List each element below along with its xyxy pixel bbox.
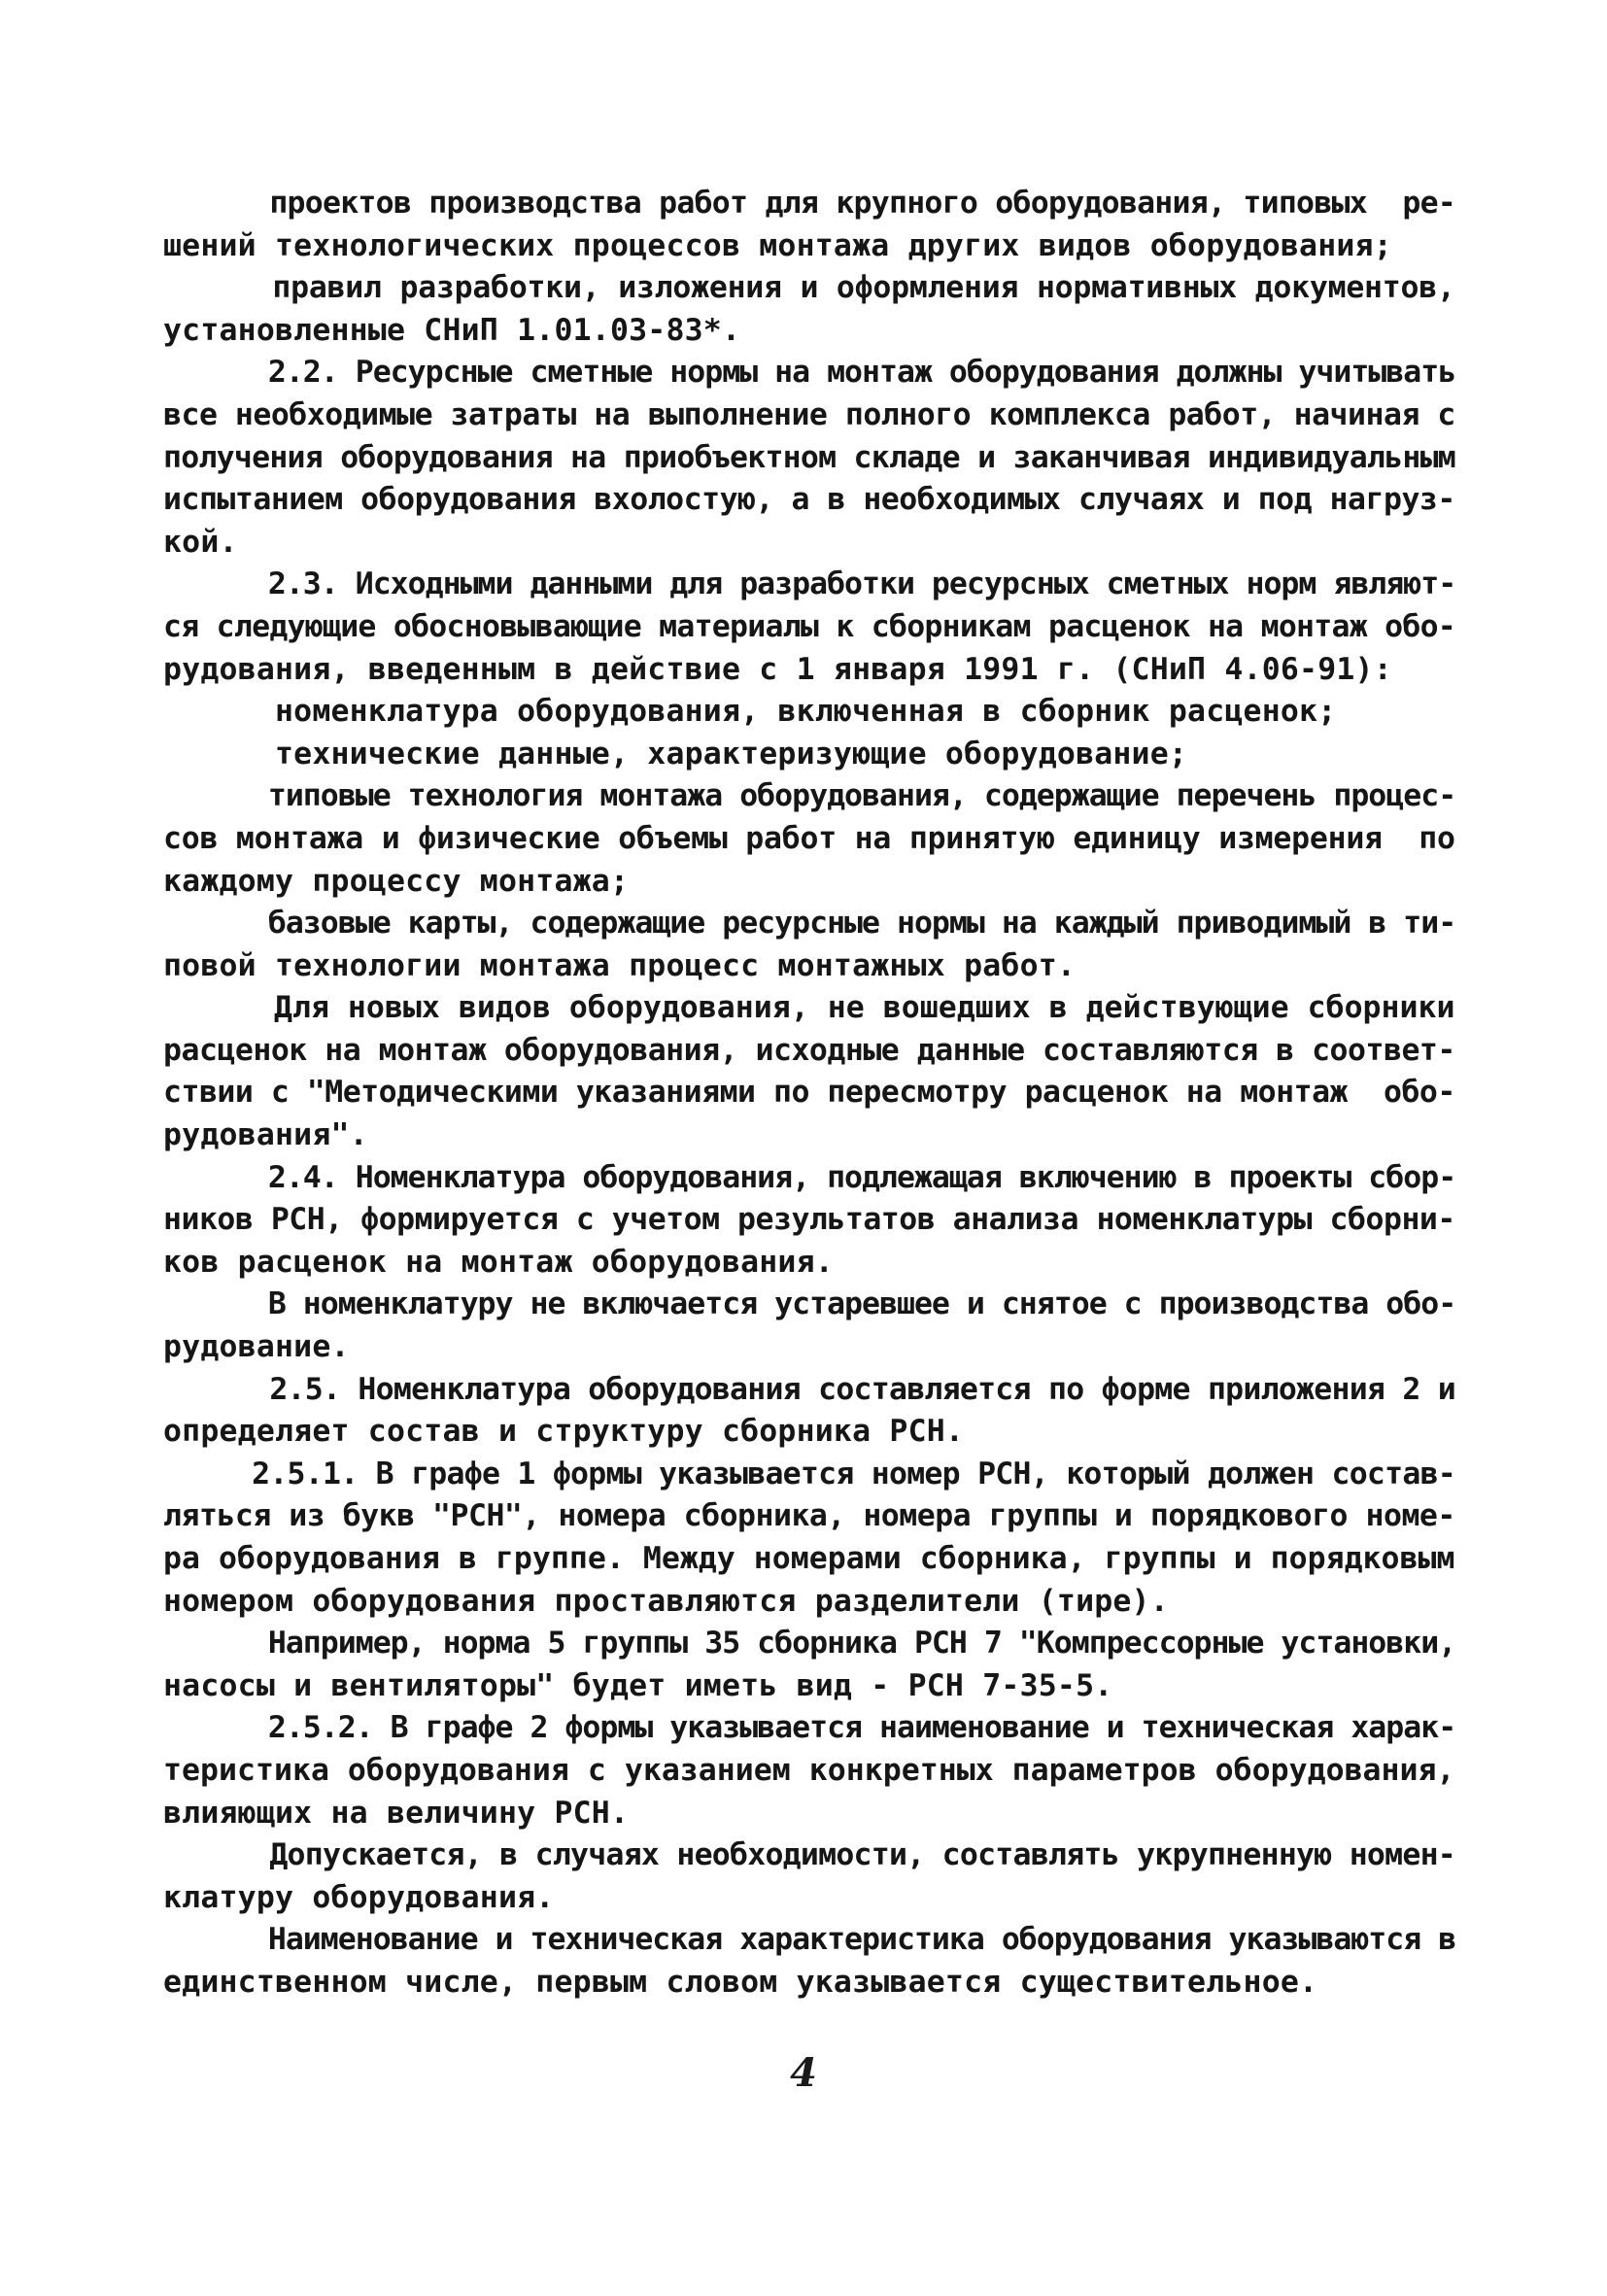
text-line: сов монтажа и физические объемы работ на принятую единицу измерения по	[163, 820, 1455, 856]
text-line: ра оборудования в группе. Между номерами сборника, группы и порядковым	[163, 1541, 1455, 1576]
text-line: установленные СНиП 1.01.03-83*.	[163, 312, 741, 348]
text-line: номенклатура оборудования, включенная в сборник расценок;	[163, 694, 1337, 730]
text-line: насосы и вентиляторы" будет иметь вид - РСН 7-35-5.	[163, 1667, 1113, 1703]
text-line: рудования, введенным в действие с 1 января 1991 г. (СНиП 4.06-91):	[163, 651, 1392, 687]
text-line: единственном числе, первым словом указывается существительное.	[163, 1964, 1318, 2000]
text-line: Для новых видов оборудования, не вошедших в действующие сборники	[163, 990, 1455, 1026]
text-line: теристика оборудования с указанием конкретных параметров оборудования,	[163, 1752, 1455, 1788]
text-line: определяет состав и структуру сборника РСН.	[163, 1414, 965, 1450]
text-line: каждому процессу монтажа;	[163, 863, 630, 899]
text-line: испытанием оборудования вхолостую, а в необходимых случаях и под нагруз-	[163, 482, 1455, 518]
text-line: правил разработки, изложения и оформления нормативных документов,	[163, 270, 1455, 306]
text-line: Например, норма 5 группы 35 сборника РСН 7 "Компрессорные установки,	[163, 1626, 1456, 1662]
text-line: ков расценок на монтаж оборудования.	[163, 1244, 834, 1280]
text-line: ствии с "Методическими указаниями по пересмотру расценок на монтаж обо-	[163, 1075, 1455, 1111]
text-line: 2.3. Исходными данными для разработки ресурсных сметных норм являют-	[163, 566, 1456, 602]
text-line: повой технологии монтажа процесс монтажных работ.	[163, 947, 1077, 983]
text-line: Допускается, в случаях необходимости, составлять укрупненную номен-	[163, 1837, 1456, 1873]
text-line: кой.	[163, 524, 238, 560]
text-line: В номенклатуру не включается устаревшее и снятое с производства обо-	[163, 1286, 1456, 1322]
text-line: 2.5.1. В графе 1 формы указывается номер РСН, который должен состав-	[163, 1456, 1456, 1491]
text-line: шений технологических процессов монтажа других видов оборудования;	[163, 227, 1392, 263]
text-line: влияющих на величину РСН.	[163, 1795, 630, 1831]
text-line: все необходимые затраты на выполнение полного комплекса работ, начиная с	[163, 396, 1455, 432]
page-number: 4	[790, 2050, 817, 2096]
text-line: ников РСН, формируется с учетом результатов анализа номенклатуры сборни-	[163, 1202, 1455, 1238]
text-line: рудования".	[163, 1117, 368, 1153]
text-line: расценок на монтаж оборудования, исходные данные составляются в соответ-	[163, 1032, 1455, 1068]
text-line: ся следующие обосновывающие материалы к сборникам расценок на монтаж обо-	[163, 608, 1456, 644]
text-line: клатуру оборудования.	[163, 1879, 555, 1915]
text-line: типовые технология монтажа оборудования, содержащие перечень процес-	[163, 778, 1456, 814]
text-line: базовые карты, содержащие ресурсные нормы на каждый приводимый в ти-	[163, 906, 1456, 942]
text-line: 2.2. Ресурсные сметные нормы на монтаж оборудования должны учитывать	[163, 355, 1456, 391]
text-line: 2.5. Номенклатура оборудования составляется по форме приложения 2 и	[163, 1371, 1456, 1407]
text-line: получения оборудования на приобъектном складе и заканчивая индивидуальным	[163, 439, 1456, 475]
text-line: технические данные, характеризующие оборудование;	[163, 736, 1188, 771]
text-line: рудование.	[163, 1329, 350, 1365]
text-line: ляться из букв "РСН", номера сборника, номера группы и порядкового номе-	[163, 1498, 1455, 1534]
text-line: проектов производства работ для крупного оборудования, типовых ре-	[163, 186, 1456, 221]
document-text	[163, 183, 1455, 2005]
text-line: 2.5.2. В графе 2 формы указывается наименование и техническая харак-	[163, 1710, 1456, 1746]
text-line: 2.4. Номенклатура оборудования, подлежащая включению в проекты сбор-	[163, 1159, 1456, 1195]
text-line: Наименование и техническая характеристика оборудования указываются в	[163, 1922, 1456, 1958]
text-line: номером оборудования проставляются разделители (тире).	[163, 1583, 1169, 1619]
